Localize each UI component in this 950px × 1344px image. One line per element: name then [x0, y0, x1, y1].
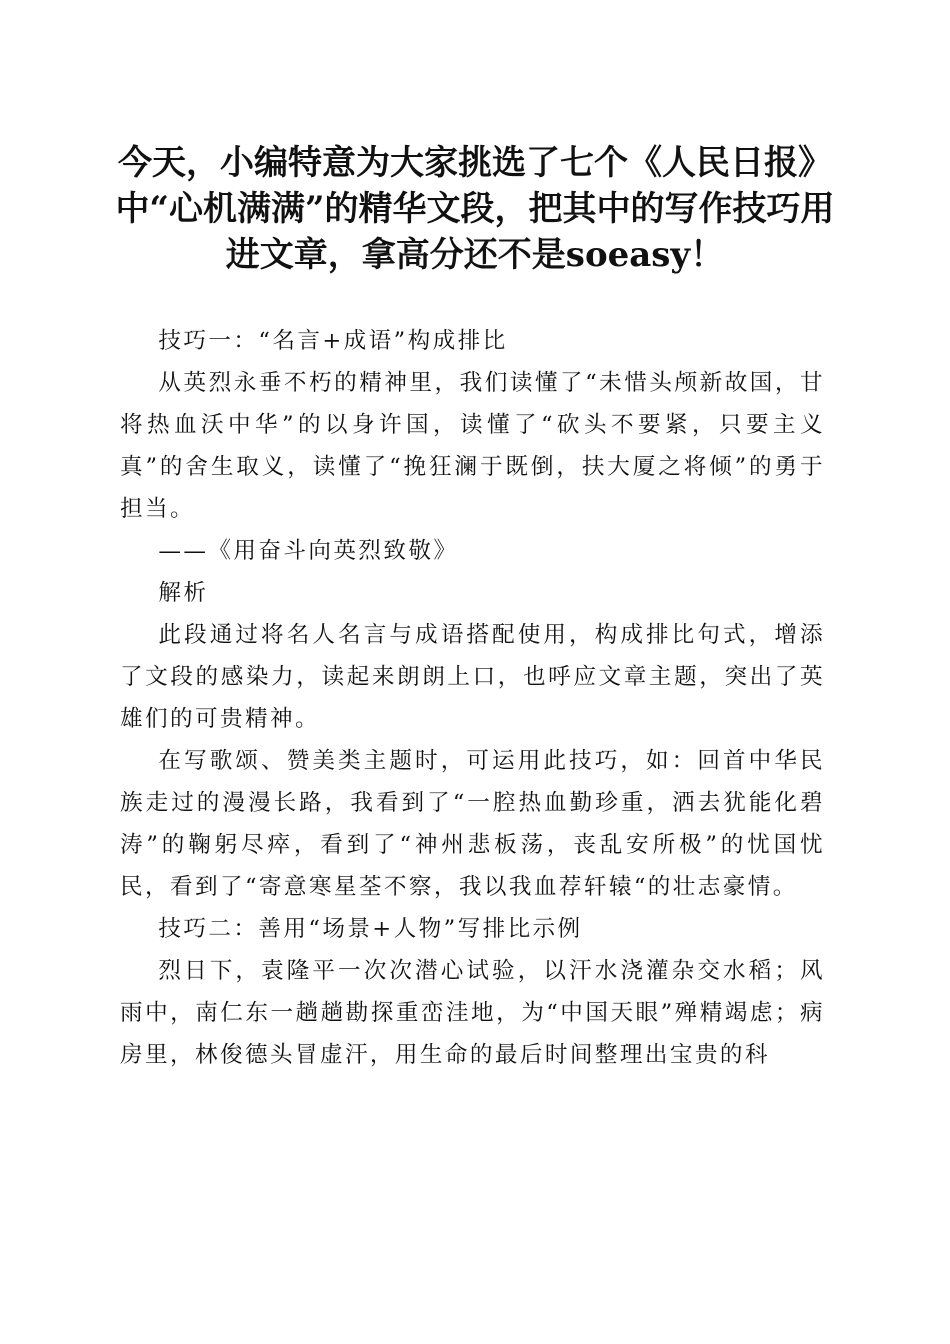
- section-heading-tip-one: 技巧一：“名言+成语”构成排比: [158, 328, 508, 354]
- usage-paragraph: 在写歌颂、赞美类主题时，可运用此技巧，如：回首中华民族走过的漫漫长路，我看到了“一腔热血勤珍重，洒去犹能化碧涛”的鞠躬尽瘁，看到了“神州悲板荡，丧乱安所极”的忧国忧民，看到了“寄意寒星荃不察，我以我血荐轩辕“的壮志豪情。: [120, 748, 826, 900]
- document-body: [120, 320, 825, 1076]
- analysis-heading: 解析: [158, 580, 209, 606]
- section-heading-tip-two: 技巧二：善用“场景+人物”写排比示例: [158, 916, 583, 942]
- example-paragraph-two: 烈日下，袁隆平一次次潜心试验，以汗水浇灌杂交水稻；风雨中，南仁东一趟趟勘探重峦洼地，为“中国天眼”殚精竭虑；病房里，林俊德头冒虚汗，用生命的最后时间整理出宝贵的科: [120, 958, 825, 1068]
- document-title: 今天，小编特意为大家挑选了七个《人民日报》中“心机满满”的精华文段，把其中的写作技巧用进文章，拿高分还不是soeasy！: [115, 143, 835, 275]
- example-paragraph: 从英烈永垂不朽的精神里，我们读懂了“未惜头颅新故国，甘将热血沃中华”的以身许国，读懂了“砍头不要紧，只要主义真”的舍生取义，读懂了“挽狂澜于既倒，扶大厦之将倾”的勇于担当。: [120, 370, 825, 522]
- analysis-paragraph: 此段通过将名人名言与成语搭配使用，构成排比句式，增添了文段的感染力，读起来朗朗上口，也呼应文章主题，突出了英雄们的可贵精神。: [120, 622, 825, 732]
- source-citation: ——《用奋斗向英烈致敬》: [158, 538, 459, 564]
